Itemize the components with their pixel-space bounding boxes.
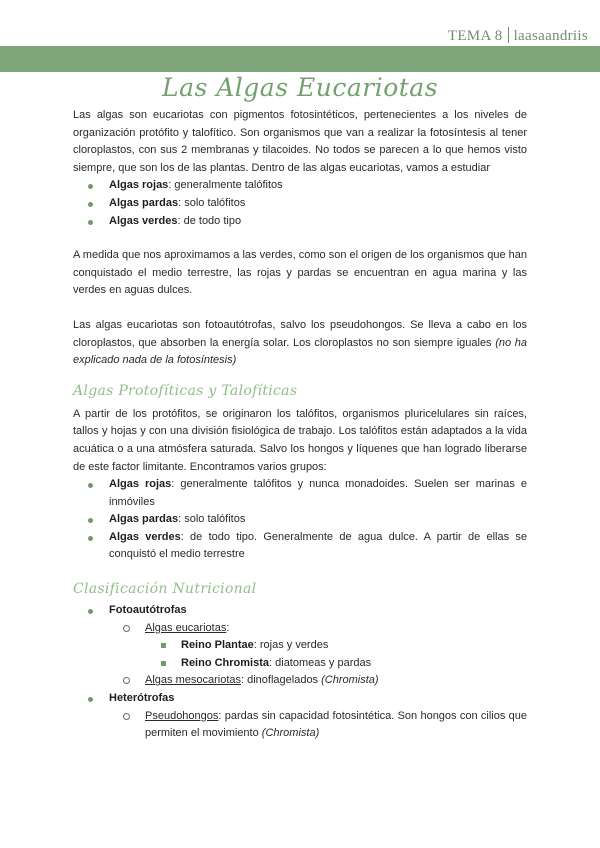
subsublist-item-text: : rojas y verdes bbox=[253, 639, 329, 652]
subsublist-item bbox=[181, 637, 527, 655]
page-top-margin bbox=[0, 0, 600, 18]
header-band bbox=[0, 46, 600, 72]
sublist-item-note: (Chromista) bbox=[321, 674, 379, 687]
list-item-text: : solo talófitos bbox=[178, 196, 246, 209]
sublist-item-text: : dinoflagelados bbox=[241, 674, 322, 687]
list-item-text: : generalmente talófitos bbox=[168, 179, 283, 192]
list-item-bold: Fotoautótrofas bbox=[109, 604, 187, 617]
spacer bbox=[73, 370, 527, 382]
header-tag bbox=[448, 27, 588, 45]
subsublist-item bbox=[181, 655, 527, 673]
list-item bbox=[109, 213, 527, 231]
list-item-bold: Algas verdes bbox=[109, 214, 178, 227]
list-item bbox=[109, 511, 527, 529]
paragraph: A medida que nos aproximamos a las verdes, como son el origen de los organismos que han conquistado el medio terrestre, las rojas y pardas se encuentran en agua marina y las verdes en aguas dulces. bbox=[73, 249, 527, 297]
classification-list bbox=[73, 602, 527, 743]
page-title: Las Algas Eucariotas bbox=[161, 73, 439, 102]
sublist bbox=[109, 708, 527, 743]
header-separator bbox=[508, 27, 509, 43]
section-heading-protofiticas: Algas Protofíticas y Talofíticas bbox=[73, 382, 298, 399]
subsublist-item-bold: Reino Chromista bbox=[181, 656, 270, 669]
list-item bbox=[109, 690, 527, 743]
paragraph bbox=[73, 317, 527, 370]
sublist-item-note: (Chromista) bbox=[261, 727, 320, 740]
list-item-bold: Algas rojas bbox=[109, 179, 169, 192]
sublist-item-underlined: Algas eucariotas bbox=[145, 621, 227, 634]
list-item-bold: Algas pardas bbox=[109, 196, 179, 209]
sublist-item-text: : pardas sin capacidad fotosintética. Son hongos con cilios que permiten el movimiento bbox=[145, 709, 527, 740]
list-item-bold: Heterótrofas bbox=[109, 692, 175, 705]
list-item bbox=[109, 529, 527, 564]
list-item bbox=[109, 602, 527, 690]
section-heading-clasificacion: Clasificación Nutricional bbox=[73, 581, 257, 598]
paragraph-text: Las algas eucariotas son fotoautótrofas, salvo los pseudohongos. Se lleva a cabo en los cloroplastos, que absorben la energía solar. Los cloroplastos no son siempre iguales bbox=[73, 318, 527, 349]
spacer bbox=[73, 564, 527, 580]
intro-paragraph: Las algas son eucariotas con pigmentos fotosintéticos, pertenecientes a los niveles de organización protófito y talofítico. Son organismos que van a realizar la fotosíntesis al tener cloroplastos, con sus 2 membranas y tilacoides. No todos se parecen a lo que hemos visto siempre, que son los de las plantas. Dentro de las algas eucariotas, vamos a estudiar bbox=[73, 109, 527, 174]
sublist-item-underlined: Algas mesocariotas bbox=[145, 674, 241, 687]
sublist-item bbox=[145, 620, 527, 673]
list-item-text: : de todo tipo. Generalmente de agua dulce. A partir de ellas se conquistó el medio terrestre bbox=[109, 530, 528, 561]
subsublist-item-text: : diatomeas y pardas bbox=[269, 656, 372, 669]
list-item-text: : generalmente talófitos y nunca monadoides. Suelen ser marinas e inmóviles bbox=[109, 478, 527, 508]
list-item-bold: Algas rojas bbox=[109, 478, 172, 491]
sublist-item-underlined: Pseudohongos bbox=[145, 709, 219, 722]
list-item-text: : de todo tipo bbox=[177, 214, 242, 227]
subsublist-item-bold: Reino Plantae bbox=[181, 639, 254, 652]
document-body bbox=[73, 107, 527, 743]
list-item bbox=[109, 177, 527, 195]
spacer bbox=[73, 230, 527, 247]
paragraph: A partir de los protófitos, se originaron los talófitos, organismos pluricelulares sin raíces, tallos y hojas y con una división fisiológica de trabajo. Los talófitos están adaptados a la vida acuática o a una atmósfera saturada. Salvo los hongos y líquenes que han logrado liberarse de este factor limitante. Encontramos varios grupos: bbox=[73, 407, 527, 473]
sublist-item-text: : bbox=[226, 621, 230, 634]
list-item-bold: Algas pardas bbox=[109, 513, 179, 526]
list-item bbox=[109, 195, 527, 213]
tema-label: TEMA 8 bbox=[447, 28, 503, 44]
sublist bbox=[109, 620, 527, 690]
subsublist bbox=[145, 637, 527, 672]
spacer bbox=[73, 300, 527, 317]
sublist-item bbox=[145, 672, 527, 690]
paragraph-note: (no ha explicado nada de la fotosíntesis) bbox=[73, 336, 527, 367]
list-item bbox=[109, 476, 527, 511]
author-label: laasaandriis bbox=[513, 28, 588, 44]
groups-list bbox=[73, 476, 527, 564]
sublist-item bbox=[145, 708, 527, 743]
algae-list bbox=[73, 177, 527, 230]
list-item-text: : solo talófitos bbox=[178, 513, 246, 526]
list-item-bold: Algas verdes bbox=[109, 530, 181, 543]
